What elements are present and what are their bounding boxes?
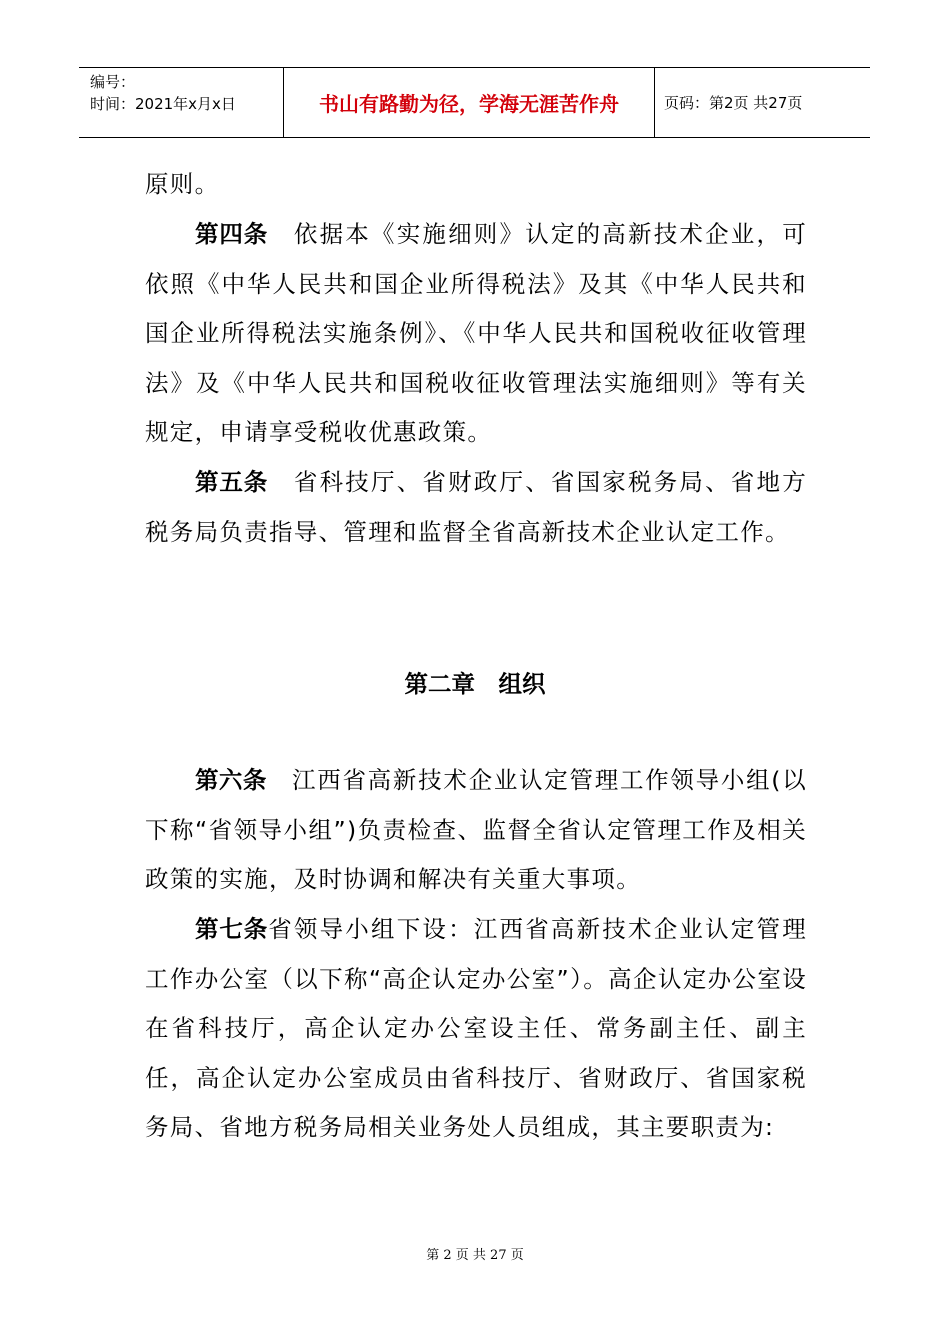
article-4: [145, 210, 807, 458]
article-7: [145, 905, 807, 1153]
article-5-text: 省科技厅、省财政厅、省国家税务局、省地方税务局负责指导、管理和监督全省高新技术企业认定工作。: [145, 468, 807, 546]
page-header: [79, 67, 870, 138]
paragraph-continuation: 原则。: [145, 170, 220, 198]
article-4-text: 依据本《实施细则》认定的高新技术企业，可依照《中华人民共和国企业所得税法》及其《中华人民共和国企业所得税法实施条例》、《中华人民共和国税收征收管理法》及《中华人民共和国税收征收管理法实施细则》等有关规定，申请享受税收优惠政策。: [145, 220, 807, 446]
header-page-number: 页码：第2页 共27页: [664, 94, 803, 112]
article-6-text: 江西省高新技术企业认定管理工作领导小组(以下称“省领导小组”)负责检查、监督全省认定管理工作及相关政策的实施，及时协调和解决有关重大事项。: [145, 766, 807, 893]
document-number: 编号：: [90, 73, 136, 91]
page-footer: 第 2 页 共 27 页: [426, 1248, 524, 1263]
document-date: 时间：2021年x月x日: [90, 95, 236, 113]
article-5-heading: 第五条: [195, 468, 269, 496]
article-6: [145, 756, 807, 905]
header-motto: 书山有路勤为径，学海无涯苦作舟: [283, 68, 655, 137]
article-4-heading: 第四条: [195, 220, 269, 248]
article-5: [145, 458, 807, 557]
header-meta: [79, 68, 283, 137]
article-7-text: 省领导小组下设：江西省高新技术企业认定管理工作办公室（以下称“高企认定办公室”）。高企认定办公室设在省科技厅，高企认定办公室设主任、常务副主任、副主任，高企认定办公室成员由省科技厅、省财政厅、省国家税务局、省地方税务局相关业务处人员组成，其主要职责为:: [145, 915, 807, 1141]
chapter-title: 第二章 组织: [404, 670, 546, 698]
article-7-heading: 第七条: [195, 915, 269, 943]
article-6-heading: 第六条: [195, 766, 267, 794]
